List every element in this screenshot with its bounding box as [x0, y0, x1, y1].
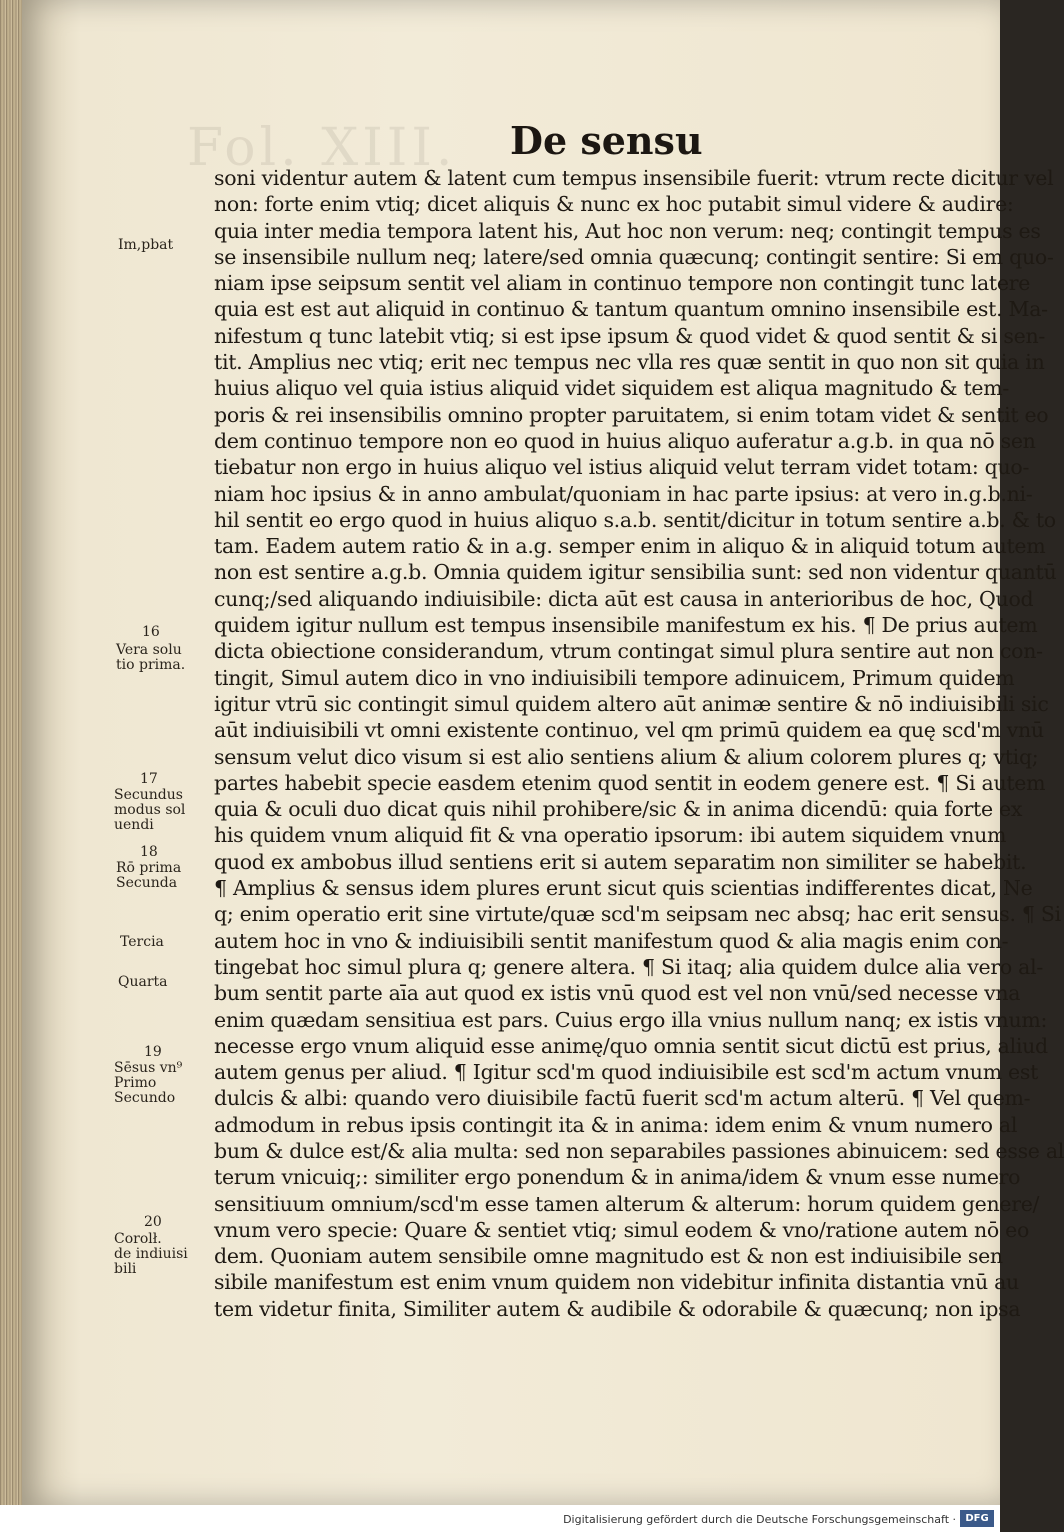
text-line: bum & dulce est/& alia multa: sed non separabiles passiones abinuicem: sed esse al: [214, 1138, 1064, 1163]
text-line: terum vnicuiq;: similiter ergo ponendum & in anima/idem & vnum esse numero: [214, 1165, 1021, 1190]
text-line: niam ipse seipsum sentit vel aliam in continuo tempore non contingit tunc latere: [214, 271, 1031, 296]
running-header: De sensu: [510, 118, 703, 163]
text-line: tiebatur non ergo in huius aliquo vel istius aliquid velut terram videt totam: quo-: [214, 455, 1030, 480]
text-line: sensitiuum omnium/scd'm esse tamen alterum & alterum: horum quidem genere/: [214, 1191, 1040, 1216]
margin-note-17: [140, 772, 158, 787]
text-line: autem hoc in vno & indiuisibili sentit manifestum quod & alia magis enim con-: [214, 928, 1009, 953]
margin-note-quarta: [118, 975, 168, 990]
text-line: admodum in rebus ipsis contingit ita & in anima: idem enim & vnum numero al: [214, 1112, 1018, 1137]
text-line: quod ex ambobus illud sentiens erit si autem separatim non similiter se habebit.: [214, 849, 1027, 874]
margin-note-18: [140, 845, 158, 860]
text-line: igitur vtrū sic contingit simul quidem altero aūt animæ sentire & nō indiuisibili sic: [214, 691, 1049, 716]
text-line: tit. Amplius nec vtiq; erit nec tempus nec vlla res quæ sentit in quo non sit quia in: [214, 350, 1045, 375]
text-line: sensum velut dico visum si est alio sentiens alium & alium colorem plures q; vtiq;: [214, 744, 1039, 769]
margin-note-corollarium: [114, 1232, 188, 1277]
text-line: huius aliquo vel quia istius aliquid videt siquidem est aliqua magnitudo & tem-: [214, 376, 1009, 401]
margin-note-line: 17: [140, 771, 158, 787]
margin-note-19: [144, 1045, 162, 1060]
text-line: quia inter media tempora latent his, Aut hoc non verum: neq; contingit tempus es: [214, 218, 1041, 243]
margin-note-secundus-modus: [114, 788, 185, 833]
text-line: hil sentit eo ergo quod in huius aliquo s.a.b. sentit/dicitur in totum sentire a.b. & to: [214, 507, 1056, 532]
text-line: poris & rei insensibilis omnino propter paruitatem, si enim totam videt & sentit eo: [214, 402, 1049, 427]
text-line: non est sentire a.g.b. Omnia quidem igitur sensibilia sunt: sed non videntur quantū: [214, 560, 1057, 585]
text-line: quidem igitur nullum est tempus insensibile manifestum ex his. ¶ De prius autem: [214, 613, 1038, 638]
text-line: tingebat hoc simul plura q; genere altera. ¶ Si itaq; alia quidem dulce alia vero al-: [214, 954, 1043, 979]
margin-note-line: modus sol: [114, 802, 186, 818]
text-line: necesse ergo vnum aliquid esse animę/quo omnia sentit sicut dictū est prius, aliud: [214, 1033, 1048, 1058]
margin-note-line: tio prima.: [116, 657, 186, 673]
margin-note-line: Quarta: [118, 974, 168, 990]
text-line: vnum vero specie: Quare & sentiet vtiq; simul eodem & vno/ratione autem nō eo: [214, 1217, 1030, 1242]
text-line: nifestum q tunc latebit vtiq; si est ipse ipsum & quod videt & quod sentit & si sen-: [214, 323, 1046, 348]
text-line: tam. Eadem autem ratio & in a.g. semper enim in aliquo & in aliquid totum autem: [214, 534, 1046, 559]
margin-note-improbat: [118, 238, 173, 253]
margin-note-line: 19: [144, 1044, 162, 1060]
margin-note-line: 20: [144, 1214, 162, 1230]
margin-note-line: de indiuisi: [114, 1246, 188, 1262]
margin-note-line: Vera solu: [116, 642, 182, 658]
text-line: dem continuo tempore non eo quod in huius aliquo auferatur a.g.b. in qua nō sen: [214, 428, 1036, 453]
text-line: dem. Quoniam autem sensibile omne magnitudo est & non est indiuisibile sen: [214, 1244, 1003, 1269]
text-line: q; enim operatio erit sine virtute/quæ scd'm seipsam nec absq; hac erit sensus. ¶ Si: [214, 902, 1061, 927]
margin-note-line: Rō prima: [116, 860, 182, 876]
text-line: ¶ Amplius & sensus idem plures erunt sicut quis scientias indifferentes dicat, Ne: [214, 876, 1033, 901]
margin-note-ro-prima: [116, 861, 181, 891]
margin-note-line: Sēsus vn⁹: [114, 1060, 183, 1076]
text-line: quia & oculi duo dicat quis nihil prohibere/sic & in anima dicendū: quia forte ex: [214, 797, 1023, 822]
digitization-footer: [0, 1505, 1000, 1532]
margin-note-sensus-vnus: [114, 1061, 182, 1106]
text-line: non: forte enim vtiq; dicet aliquis & nunc ex hoc putabit simul videre & audire:: [214, 192, 1014, 217]
text-line: his quidem vnum aliquid fit & vna operatio ipsorum: ibi autem siquidem vnum: [214, 823, 1007, 848]
margin-note-line: Secunda: [116, 875, 178, 891]
text-line: dulcis & albi: quando vero diuisibile factū fuerit scd'm actum alterū. ¶ Vel quem-: [214, 1086, 1031, 1111]
text-line: cunq;/sed aliquando indiuisibile: dicta aūt est causa in anterioribus de hoc, Quod: [214, 586, 1034, 611]
margin-note-line: Tercia: [120, 934, 164, 950]
text-line: bum sentit parte aīa aut quod ex istis vnū quod est vel non vnū/sed necesse vna: [214, 981, 1021, 1006]
margin-note-line: Secundus: [114, 787, 183, 803]
margin-note-line: 16: [142, 624, 160, 640]
text-line: tem videtur finita, Similiter autem & audibile & odorabile & quæcunq; non ipsa: [214, 1296, 1021, 1321]
margin-note-vera-solutio: [116, 643, 185, 673]
margin-note-line: 18: [140, 844, 158, 860]
text-line: aūt indiuisibili vt omni existente continuo, vel qm primū quidem ea quę scd'm vnū: [214, 718, 1044, 743]
text-line: niam hoc ipsius & in anno ambulat/quoniam in hac parte ipsius: at vero in.g.b.ni-: [214, 481, 1033, 506]
text-line: se insensibile nullum neq; latere/sed omnia quæcunq; contingit sentire: Si em quo-: [214, 244, 1054, 269]
text-line: autem genus per aliud. ¶ Igitur scd'm quod indiuisibile est scd'm actum vnum est: [214, 1060, 1039, 1085]
footer-credit: Digitalisierung gefördert durch die Deutsche Forschungsgemeinschaft ·: [563, 1513, 956, 1526]
bleed-through-text: Fol. XIII.: [187, 118, 457, 178]
margin-note-line: Secundo: [114, 1090, 176, 1106]
margin-note-line: uendi: [114, 817, 154, 833]
margin-note-tercia: [120, 935, 164, 950]
margin-note-line: Im,pbat: [118, 237, 174, 253]
margin-note-line: Corolł.: [114, 1231, 162, 1247]
book-page: [22, 0, 1064, 1505]
dfg-logo: DFG: [960, 1510, 994, 1527]
text-line: sibile manifestum est enim vnum quidem non videbitur infinita distantia vnū au: [214, 1270, 1019, 1295]
margin-note-16: [142, 625, 160, 640]
text-line: partes habebit specie easdem etenim quod sentit in eodem genere est. ¶ Si autem: [214, 770, 1046, 795]
text-line: tingit, Simul autem dico in vno indiuisibili tempore adinuicem, Primum quidem: [214, 665, 1015, 690]
text-line: quia est est aut aliquid in continuo & tantum quantum omnino insensibile est. Ma-: [214, 297, 1048, 322]
text-line: soni videntur autem & latent cum tempus insensibile fuerit: vtrum recte dicitur vel: [214, 166, 1054, 190]
body-text: [214, 165, 1064, 1322]
margin-note-line: bili: [114, 1261, 137, 1277]
margin-note-line: Primo: [114, 1075, 157, 1091]
margin-note-20: [144, 1215, 162, 1230]
text-line: enim quædam sensitiua est pars. Cuius ergo illa vnius nullum nanq; ex istis vnum:: [214, 1007, 1048, 1032]
text-line: dicta obiectione considerandum, vtrum contingat simul plura sentire aut non con-: [214, 639, 1043, 664]
